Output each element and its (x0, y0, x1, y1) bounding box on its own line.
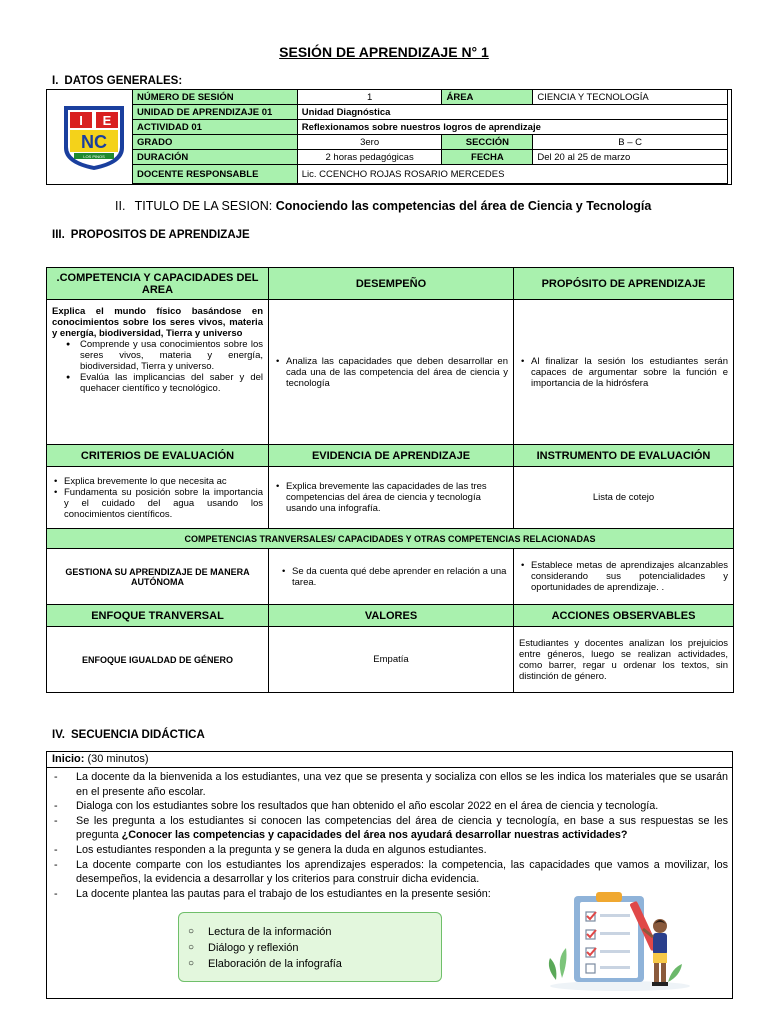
cell-transversal: GESTIONA SU APRENDIZAJE DE MANERA AUTÓNOMA (47, 549, 269, 605)
label-numero-sesion: NÚMERO DE SESIÓN (133, 90, 298, 105)
section-number: II. (115, 199, 126, 213)
value-seccion: B – C (533, 135, 728, 150)
datos-generales-table (132, 89, 728, 184)
header-acciones: ACCIONES OBSERVABLES (514, 605, 734, 627)
cell-proposito (514, 300, 734, 445)
evidencia-item: • Explica brevemente las capacidades de las tres competencias del área de ciencia y tecnología usando una infografía. (286, 481, 508, 514)
label-actividad: ACTIVIDAD 01 (133, 120, 298, 135)
capacidad-item: ● Evalúa las implicancias del saber y del quehacer científico y tecnológico. (80, 372, 263, 394)
value-grado: 3ero (297, 135, 442, 150)
pauta-item: ○ Diálogo y reflexión (188, 940, 342, 956)
section-secuencia (52, 729, 205, 741)
value-area: CIENCIA Y TECNOLOGÍA (533, 90, 728, 105)
logo-mark: NC (81, 132, 107, 152)
session-title-label: TITULO DE LA SESION: (134, 199, 273, 213)
cell-transversal-desc (269, 549, 514, 605)
section-number: IV. (52, 729, 66, 741)
cell-valor: Empatía (269, 627, 514, 693)
header-valores: VALORES (269, 605, 514, 627)
header-enfoque: ENFOQUE TRANVERSAL (47, 605, 269, 627)
cell-desempeno (269, 300, 514, 445)
transversal-desc-list (274, 566, 508, 588)
secuencia-item-text: La docente da la bienvenida a los estudiantes, una vez que se presenta y socializa con ellos se les indica los materiales que se usarán en el presente año escolar. (76, 771, 728, 798)
competencia-text: Explica el mundo físico basándose en conocimientos sobre los seres vivos, materia y energía, biodiversidad, Tierra y universo (52, 306, 263, 339)
criterio-item: • Fundamenta su posición sobre la importancia y el cuidado del agua usando los conocimientos científicos. (64, 487, 263, 520)
value-duracion: 2 horas pedagógicas (297, 150, 442, 165)
section-number: III. (52, 229, 65, 241)
cell-criterios (47, 467, 269, 529)
transversal-desc-item: • Se da cuenta qué debe aprender en relación a una tarea. (292, 566, 508, 588)
secuencia-item-text: Dialoga con los estudiantes sobre los resultados que han obtenido el año escolar 2022 en el área de ciencia y tecnología. (76, 800, 659, 813)
logo-letter-i: I (79, 113, 83, 128)
propositos-table (46, 267, 734, 693)
value-unidad: Unidad Diagnóstica (297, 105, 727, 120)
secuencia-pregunta: ¿Conocer las competencias y capacidades del área nos ayudará desarrollar nuestras actividades? (121, 829, 628, 842)
header-proposito: PROPÓSITO DE APRENDIZAJE (514, 268, 734, 300)
checklist-illustration (540, 890, 700, 992)
section-label: DATOS GENERALES: (64, 75, 183, 87)
capacidad-item: ● Comprende y usa conocimientos sobre los seres vivos, materia y energía, biodiversidad, Tierra y universo. (80, 339, 263, 372)
section-datos-generales (52, 75, 182, 87)
criterio-item: • Explica brevemente lo que necesita ac (64, 476, 263, 487)
transversal-meta-list (519, 560, 728, 593)
page-title: SESIÓN DE APRENDIZAJE N° 1 (279, 44, 489, 60)
label-unidad: UNIDAD DE APRENDIZAJE 01 (133, 105, 298, 120)
session-title (115, 199, 651, 213)
secuencia-list (52, 770, 728, 901)
session-title-value: Conociendo las competencias del área de Ciencia y Tecnología (275, 199, 652, 213)
section-label: SECUENCIA DIDÁCTICA (71, 729, 205, 741)
secuencia-item-text: La docente comparte con los estudiantes los aprendizajes esperados: la competencia, las capacidades que vamos a movilizar, los desempeños, la evidencia a desarrollar y los criterios para construir dicha evidencia. (76, 858, 728, 886)
inicio-header (46, 751, 733, 768)
proposito-list (519, 356, 728, 389)
value-numero-sesion: 1 (297, 90, 442, 105)
secuencia-item: - Dialoga con los estudiantes sobre los resultados que han obtenido el año escolar 2022 en el área de ciencia y tecnología. (54, 800, 659, 813)
desempeno-item: • Analiza las capacidades que deben desarrollar en cada una de las competencia del área de ciencia y tecnología (286, 356, 508, 389)
proposito-item: • Al finalizar la sesión los estudiantes serán capaces de argumentar sobre la función e importancia de la hidrósfera (531, 356, 728, 389)
section-propositos (52, 229, 250, 241)
label-seccion: SECCIÓN (442, 135, 533, 150)
value-fecha: Del 20 al 25 de marzo (533, 150, 728, 165)
secuencia-item-text: Se les pregunta a los estudiantes si conocen las competencias del área de ciencia y tecnología, en base a sus respuestas se les pregunta (76, 814, 728, 842)
inicio-time: (30 minutos) (87, 753, 149, 765)
secuencia-item: - Los estudiantes responden a la pregunta y se genera la duda en algunos estudiantes. (54, 843, 487, 856)
transversal-meta-item: • Establece metas de aprendizajes alcanzables considerando sus potencialidades y oportunidades de aprendizaje. . (531, 560, 728, 593)
value-actividad: Reflexionamos sobre nuestros logros de aprendizaje (297, 120, 727, 135)
pauta-item: ○ Elaboración de la infografía (188, 956, 342, 972)
header-desempeno: DESEMPEÑO (269, 268, 514, 300)
value-docente: Lic. CCENCHO ROJAS ROSARIO MERCEDES (297, 165, 727, 184)
header-transversales: COMPETENCIAS TRANVERSALES/ CAPACIDADES Y OTRAS COMPETENCIAS RELACIONADAS (47, 529, 734, 549)
secuencia-item: - La docente plantea las pautas para el trabajo de los estudiantes en la presente sesión: (54, 887, 491, 900)
section-number: I. (52, 75, 59, 87)
header-competencia: .COMPETENCIA Y CAPACIDADES DEL AREA (47, 268, 269, 300)
cell-instrumento: Lista de cotejo (514, 467, 734, 529)
criterios-list (52, 476, 263, 520)
capacidades-list (52, 339, 263, 394)
cell-acciones: Estudiantes y docentes analizan los prejuicios entre géneros, luego se realizan actividades, como barrer, regar u ordenar los textos, sin distinción de género. (514, 627, 734, 693)
cell-evidencia (269, 467, 514, 529)
label-docente: DOCENTE RESPONSABLE (133, 165, 298, 184)
section-label: PROPOSITOS DE APRENDIZAJE (70, 229, 250, 241)
secuencia-item-text: Los estudiantes responden a la pregunta y se genera la duda en algunos estudiantes. (76, 843, 487, 856)
label-grado: GRADO (133, 135, 298, 150)
cell-transversal-meta (514, 549, 734, 605)
inicio-label: Inicio: (52, 753, 85, 765)
secuencia-item: - Se les pregunta a los estudiantes si conocen las competencias del área de ciencia y tecnología, en base a sus respuestas se les pregunta ¿Conocer las competencias y capacidades del área nos ayudará desarrollar nuestras actividades? (54, 814, 728, 842)
cell-enfoque: ENFOQUE IGUALDAD DE GÉNERO (47, 627, 269, 693)
logo-letter-e: E (102, 113, 112, 128)
secuencia-item-text: La docente plantea las pautas para el trabajo de los estudiantes en la presente sesión: (76, 887, 491, 900)
header-evidencia: EVIDENCIA DE APRENDIZAJE (269, 445, 514, 467)
evidencia-list (274, 481, 508, 514)
header-criterios: CRITERIOS DE EVALUACIÓN (47, 445, 269, 467)
school-logo (60, 104, 128, 172)
pauta-item: ○ Lectura de la información (188, 924, 342, 940)
label-fecha: FECHA (442, 150, 533, 165)
logo-ribbon: LOS PINOS (83, 154, 105, 159)
label-area: ÁREA (442, 90, 533, 105)
desempeno-list (274, 356, 508, 389)
label-duracion: DURACIÓN (133, 150, 298, 165)
header-instrumento: INSTRUMENTO DE EVALUACIÓN (514, 445, 734, 467)
secuencia-item: - La docente comparte con los estudiantes los aprendizajes esperados: la competencia, las capacidades que vamos a movilizar, los desempeños, la evidencia a desarrollar y los criterios para construir dicha evidencia. (54, 858, 728, 886)
pautas-list (188, 924, 342, 972)
cell-competencia (47, 300, 269, 445)
secuencia-item: - La docente da la bienvenida a los estudiantes, una vez que se presenta y socializa con ellos se les indica los materiales que se usarán en el presente año escolar. (54, 771, 728, 798)
